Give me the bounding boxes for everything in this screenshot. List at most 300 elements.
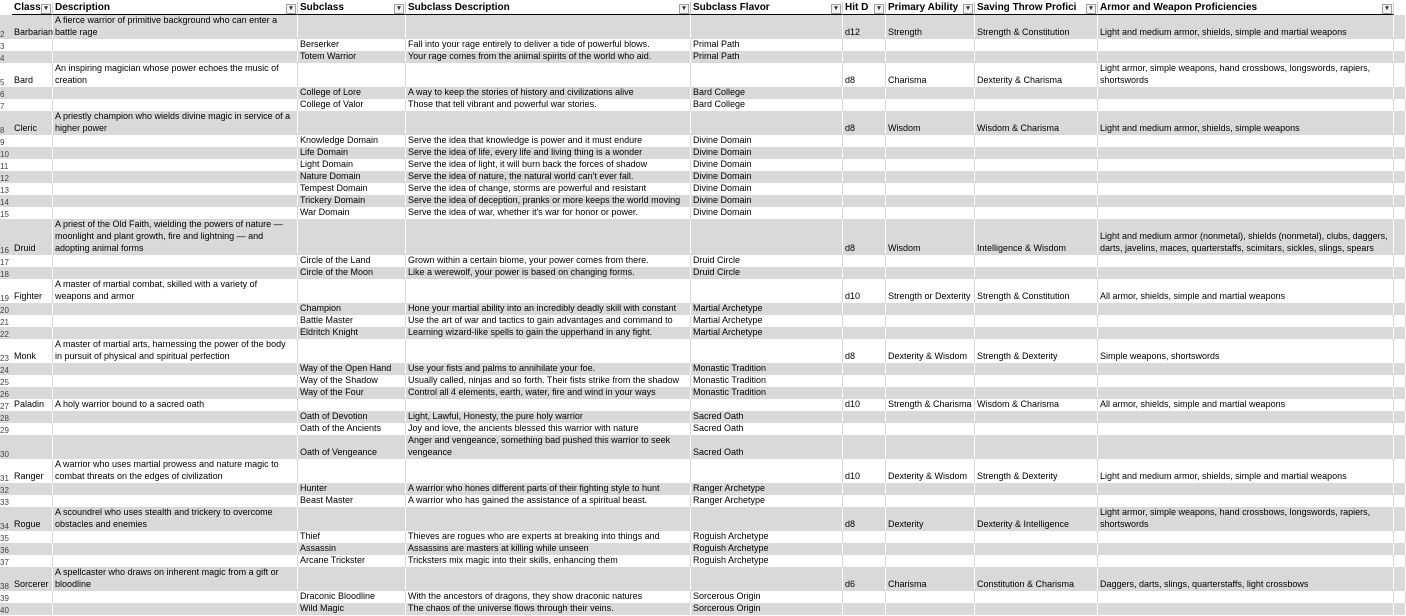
subclass-description-cell[interactable] (406, 111, 691, 135)
hit-die-cell[interactable]: d8 (843, 111, 886, 135)
saving-throw-cell[interactable] (975, 531, 1098, 543)
subclass-flavor-cell[interactable]: Monastic Tradition (691, 363, 843, 375)
subclass-description-cell[interactable] (406, 339, 691, 363)
empty-cell[interactable] (1394, 435, 1406, 459)
subclass-flavor-cell[interactable] (691, 63, 843, 87)
description-cell[interactable] (53, 531, 298, 543)
primary-ability-cell[interactable]: Wisdom (886, 219, 975, 255)
table-row[interactable] (0, 423, 1406, 435)
subclass-cell[interactable]: Way of the Open Hand (298, 363, 406, 375)
subclass-description-cell[interactable]: Serve the idea of life, every life and living thing is a wonder (406, 147, 691, 159)
armor-weapon-cell[interactable] (1098, 267, 1394, 279)
class-cell[interactable] (12, 315, 53, 327)
primary-ability-cell[interactable]: Wisdom (886, 111, 975, 135)
subclass-description-cell[interactable]: Control all 4 elements, earth, water, fire and wind in your ways (406, 387, 691, 399)
subclass-flavor-cell[interactable]: Bard College (691, 87, 843, 99)
hit-die-cell[interactable] (843, 603, 886, 615)
hit-die-cell[interactable] (843, 159, 886, 171)
subclass-description-cell[interactable]: Your rage comes from the animal spirits of the world who aid. (406, 51, 691, 63)
class-cell[interactable] (12, 435, 53, 459)
class-cell[interactable]: Sorcerer (12, 567, 53, 591)
table-row[interactable] (0, 459, 1406, 483)
saving-throw-cell[interactable] (975, 435, 1098, 459)
subclass-cell[interactable] (298, 15, 406, 39)
armor-weapon-cell[interactable]: Light and medium armor (nonmetal), shields (nonmetal), clubs, daggers, darts, javelins, maces, quarterstaffs, scimitars, sickles, slings, spears (1098, 219, 1394, 255)
subclass-description-cell[interactable]: Grown within a certain biome, your power comes from there. (406, 255, 691, 267)
subclass-description-cell[interactable]: Serve the idea that knowledge is power and it must endure (406, 135, 691, 147)
class-cell[interactable]: Fighter (12, 279, 53, 303)
row-number[interactable]: 35 (0, 534, 9, 543)
row-number[interactable]: 8 (0, 126, 5, 135)
header-subclass-flavor[interactable] (691, 2, 843, 15)
armor-weapon-cell[interactable]: Daggers, darts, slings, quarterstaffs, light crossbows (1098, 567, 1394, 591)
subclass-flavor-cell[interactable]: Martial Archetype (691, 303, 843, 315)
saving-throw-cell[interactable] (975, 555, 1098, 567)
subclass-description-cell[interactable] (406, 567, 691, 591)
class-cell[interactable] (12, 183, 53, 195)
primary-ability-cell[interactable]: Strength & Charisma (886, 399, 975, 411)
subclass-cell[interactable]: Battle Master (298, 315, 406, 327)
empty-cell[interactable] (1394, 387, 1406, 399)
row-number[interactable]: 18 (0, 270, 9, 279)
class-cell[interactable] (12, 423, 53, 435)
table-row[interactable] (0, 219, 1406, 255)
subclass-cell[interactable]: Trickery Domain (298, 195, 406, 207)
filter-dropdown-icon[interactable]: ▾ (1086, 4, 1096, 14)
empty-cell[interactable] (1394, 459, 1406, 483)
saving-throw-cell[interactable] (975, 87, 1098, 99)
primary-ability-cell[interactable]: Charisma (886, 567, 975, 591)
primary-ability-cell[interactable] (886, 159, 975, 171)
primary-ability-cell[interactable]: Dexterity & Wisdom (886, 339, 975, 363)
subclass-cell[interactable]: Hunter (298, 483, 406, 495)
row-number[interactable]: 37 (0, 558, 9, 567)
description-cell[interactable] (53, 159, 298, 171)
class-cell[interactable]: Ranger (12, 459, 53, 483)
filter-dropdown-icon[interactable]: ▾ (1382, 4, 1392, 14)
subclass-flavor-cell[interactable]: Divine Domain (691, 207, 843, 219)
saving-throw-cell[interactable]: Constitution & Charisma (975, 567, 1098, 591)
armor-weapon-cell[interactable] (1098, 423, 1394, 435)
row-number[interactable]: 25 (0, 378, 9, 387)
description-cell[interactable] (53, 603, 298, 615)
empty-cell[interactable] (1394, 507, 1406, 531)
subclass-flavor-cell[interactable]: Sorcerous Origin (691, 603, 843, 615)
class-cell[interactable]: Barbarian (12, 15, 53, 39)
subclass-flavor-cell[interactable] (691, 567, 843, 591)
description-cell[interactable] (53, 435, 298, 459)
subclass-cell[interactable]: Oath of Vengeance (298, 435, 406, 459)
subclass-flavor-cell[interactable]: Divine Domain (691, 159, 843, 171)
hit-die-cell[interactable]: d6 (843, 567, 886, 591)
hit-die-cell[interactable] (843, 255, 886, 267)
saving-throw-cell[interactable]: Strength & Dexterity (975, 459, 1098, 483)
subclass-flavor-cell[interactable] (691, 339, 843, 363)
hit-die-cell[interactable]: d8 (843, 219, 886, 255)
saving-throw-cell[interactable] (975, 375, 1098, 387)
armor-weapon-cell[interactable]: Light and medium armor, shields, simple weapons (1098, 111, 1394, 135)
row-number[interactable]: 15 (0, 210, 9, 219)
armor-weapon-cell[interactable] (1098, 183, 1394, 195)
subclass-description-cell[interactable]: A way to keep the stories of history and civilizations alive (406, 87, 691, 99)
row-number[interactable]: 30 (0, 450, 9, 459)
class-cell[interactable] (12, 51, 53, 63)
subclass-cell[interactable]: Light Domain (298, 159, 406, 171)
class-cell[interactable] (12, 375, 53, 387)
class-cell[interactable] (12, 363, 53, 375)
empty-cell[interactable] (1394, 147, 1406, 159)
filter-dropdown-icon[interactable]: ▾ (41, 4, 51, 14)
subclass-flavor-cell[interactable]: Ranger Archetype (691, 483, 843, 495)
row-number[interactable]: 28 (0, 414, 9, 423)
subclass-cell[interactable]: Circle of the Land (298, 255, 406, 267)
subclass-flavor-cell[interactable] (691, 111, 843, 135)
saving-throw-cell[interactable] (975, 591, 1098, 603)
table-row[interactable] (0, 63, 1406, 87)
empty-cell[interactable] (1394, 315, 1406, 327)
armor-weapon-cell[interactable] (1098, 531, 1394, 543)
armor-weapon-cell[interactable] (1098, 363, 1394, 375)
subclass-description-cell[interactable]: Use your fists and palms to annihilate your foe. (406, 363, 691, 375)
subclass-flavor-cell[interactable]: Druid Circle (691, 267, 843, 279)
hit-die-cell[interactable] (843, 315, 886, 327)
subclass-cell[interactable]: Thief (298, 531, 406, 543)
saving-throw-cell[interactable]: Intelligence & Wisdom (975, 219, 1098, 255)
subclass-description-cell[interactable]: Serve the idea of war, whether it's war for honor or power. (406, 207, 691, 219)
description-cell[interactable] (53, 543, 298, 555)
row-number[interactable]: 24 (0, 366, 9, 375)
primary-ability-cell[interactable] (886, 483, 975, 495)
subclass-description-cell[interactable]: Light, Lawful, Honesty, the pure holy warrior (406, 411, 691, 423)
subclass-description-cell[interactable]: Those that tell vibrant and powerful war stories. (406, 99, 691, 111)
primary-ability-cell[interactable] (886, 375, 975, 387)
description-cell[interactable]: A master of martial arts, harnessing the power of the body in pursuit of physical and spiritual perfection (53, 339, 298, 363)
subclass-description-cell[interactable]: Tricksters mix magic into their skills, enhancing them (406, 555, 691, 567)
row-number[interactable]: 21 (0, 318, 9, 327)
filter-dropdown-icon[interactable]: ▾ (286, 4, 296, 14)
header-armor-weapon[interactable] (1098, 2, 1394, 15)
subclass-flavor-cell[interactable]: Monastic Tradition (691, 387, 843, 399)
armor-weapon-cell[interactable] (1098, 171, 1394, 183)
empty-cell[interactable] (1394, 171, 1406, 183)
subclass-description-cell[interactable]: Use the art of war and tactics to gain advantages and command to (406, 315, 691, 327)
armor-weapon-cell[interactable] (1098, 591, 1394, 603)
primary-ability-cell[interactable]: Dexterity & Wisdom (886, 459, 975, 483)
armor-weapon-cell[interactable]: Light armor, simple weapons, hand crossbows, longswords, rapiers, shortswords (1098, 507, 1394, 531)
armor-weapon-cell[interactable] (1098, 603, 1394, 615)
row-number[interactable]: 20 (0, 306, 9, 315)
subclass-description-cell[interactable]: Serve the idea of change, storms are powerful and resistant (406, 183, 691, 195)
hit-die-cell[interactable] (843, 363, 886, 375)
description-cell[interactable]: A spellcaster who draws on inherent magic from a gift or bloodline (53, 567, 298, 591)
row-number[interactable]: 16 (0, 246, 9, 255)
table-row[interactable] (0, 435, 1406, 459)
subclass-description-cell[interactable]: Serve the idea of light, it will burn back the forces of shadow (406, 159, 691, 171)
row-number[interactable]: 14 (0, 198, 9, 207)
hit-die-cell[interactable] (843, 147, 886, 159)
description-cell[interactable] (53, 483, 298, 495)
empty-cell[interactable] (1394, 15, 1406, 39)
header-primary-ability[interactable] (886, 2, 975, 15)
subclass-flavor-cell[interactable] (691, 219, 843, 255)
hit-die-cell[interactable] (843, 327, 886, 339)
description-cell[interactable]: A scoundrel who uses stealth and trickery to overcome obstacles and enemies (53, 507, 298, 531)
primary-ability-cell[interactable]: Dexterity (886, 507, 975, 531)
hit-die-cell[interactable] (843, 543, 886, 555)
empty-cell[interactable] (1394, 87, 1406, 99)
subclass-flavor-cell[interactable]: Roguish Archetype (691, 531, 843, 543)
description-cell[interactable]: A priest of the Old Faith, wielding the powers of nature — moonlight and plant growth, fire and lightning — and adopting animal forms (53, 219, 298, 255)
class-cell[interactable] (12, 267, 53, 279)
empty-cell[interactable] (1394, 483, 1406, 495)
row-number[interactable]: 31 (0, 474, 9, 483)
subclass-cell[interactable] (298, 219, 406, 255)
subclass-cell[interactable]: Assassin (298, 543, 406, 555)
subclass-description-cell[interactable] (406, 279, 691, 303)
hit-die-cell[interactable] (843, 135, 886, 147)
class-cell[interactable] (12, 99, 53, 111)
description-cell[interactable]: A priestly champion who wields divine magic in service of a higher power (53, 111, 298, 135)
table-row[interactable] (0, 339, 1406, 363)
header-subclass-description[interactable] (406, 2, 691, 15)
empty-cell[interactable] (1394, 339, 1406, 363)
hit-die-cell[interactable] (843, 591, 886, 603)
row-number[interactable]: 34 (0, 522, 9, 531)
empty-cell[interactable] (1394, 303, 1406, 315)
primary-ability-cell[interactable] (886, 543, 975, 555)
saving-throw-cell[interactable] (975, 195, 1098, 207)
subclass-description-cell[interactable] (406, 459, 691, 483)
armor-weapon-cell[interactable] (1098, 255, 1394, 267)
class-cell[interactable] (12, 531, 53, 543)
empty-cell[interactable] (1394, 555, 1406, 567)
armor-weapon-cell[interactable] (1098, 303, 1394, 315)
table-row[interactable] (0, 567, 1406, 591)
subclass-flavor-cell[interactable] (691, 15, 843, 39)
saving-throw-cell[interactable] (975, 267, 1098, 279)
hit-die-cell[interactable]: d10 (843, 399, 886, 411)
description-cell[interactable] (53, 363, 298, 375)
primary-ability-cell[interactable] (886, 195, 975, 207)
class-cell[interactable]: Paladin (12, 399, 53, 411)
description-cell[interactable] (53, 303, 298, 315)
row-number[interactable]: 33 (0, 498, 9, 507)
saving-throw-cell[interactable]: Dexterity & Intelligence (975, 507, 1098, 531)
hit-die-cell[interactable]: d8 (843, 63, 886, 87)
subclass-flavor-cell[interactable]: Monastic Tradition (691, 375, 843, 387)
primary-ability-cell[interactable] (886, 435, 975, 459)
subclass-cell[interactable]: Oath of Devotion (298, 411, 406, 423)
row-number[interactable]: 5 (0, 78, 5, 87)
table-row[interactable] (0, 603, 1406, 615)
class-cell[interactable] (12, 303, 53, 315)
subclass-cell[interactable]: College of Lore (298, 87, 406, 99)
armor-weapon-cell[interactable] (1098, 375, 1394, 387)
empty-cell[interactable] (1394, 51, 1406, 63)
subclass-flavor-cell[interactable]: Divine Domain (691, 147, 843, 159)
description-cell[interactable] (53, 195, 298, 207)
row-number[interactable]: 3 (0, 42, 5, 51)
primary-ability-cell[interactable] (886, 183, 975, 195)
primary-ability-cell[interactable] (886, 135, 975, 147)
empty-cell[interactable] (1394, 267, 1406, 279)
empty-cell[interactable] (1394, 195, 1406, 207)
primary-ability-cell[interactable]: Strength (886, 15, 975, 39)
class-cell[interactable] (12, 555, 53, 567)
subclass-cell[interactable]: Arcane Trickster (298, 555, 406, 567)
header-hit-die[interactable] (843, 2, 886, 15)
description-cell[interactable] (53, 423, 298, 435)
saving-throw-cell[interactable] (975, 303, 1098, 315)
primary-ability-cell[interactable]: Strength or Dexterity (886, 279, 975, 303)
subclass-description-cell[interactable]: A warrior who has gained the assistance of a spiritual beast. (406, 495, 691, 507)
empty-cell[interactable] (1394, 207, 1406, 219)
subclass-description-cell[interactable]: Assassins are masters at killing while unseen (406, 543, 691, 555)
subclass-flavor-cell[interactable]: Sacred Oath (691, 435, 843, 459)
empty-cell[interactable] (1394, 159, 1406, 171)
subclass-flavor-cell[interactable]: Primal Path (691, 39, 843, 51)
description-cell[interactable] (53, 135, 298, 147)
primary-ability-cell[interactable] (886, 99, 975, 111)
subclass-flavor-cell[interactable]: Sacred Oath (691, 411, 843, 423)
empty-cell[interactable] (1394, 375, 1406, 387)
primary-ability-cell[interactable] (886, 255, 975, 267)
saving-throw-cell[interactable] (975, 483, 1098, 495)
hit-die-cell[interactable] (843, 267, 886, 279)
empty-cell[interactable] (1394, 363, 1406, 375)
saving-throw-cell[interactable] (975, 315, 1098, 327)
empty-cell[interactable] (1394, 279, 1406, 303)
class-cell[interactable] (12, 171, 53, 183)
subclass-description-cell[interactable]: The chaos of the universe flows through their veins. (406, 603, 691, 615)
hit-die-cell[interactable] (843, 99, 886, 111)
armor-weapon-cell[interactable] (1098, 435, 1394, 459)
hit-die-cell[interactable] (843, 303, 886, 315)
table-row[interactable] (0, 279, 1406, 303)
empty-cell[interactable] (1394, 183, 1406, 195)
primary-ability-cell[interactable] (886, 363, 975, 375)
description-cell[interactable] (53, 591, 298, 603)
hit-die-cell[interactable] (843, 531, 886, 543)
subclass-flavor-cell[interactable] (691, 279, 843, 303)
primary-ability-cell[interactable] (886, 147, 975, 159)
saving-throw-cell[interactable] (975, 39, 1098, 51)
hit-die-cell[interactable]: d10 (843, 279, 886, 303)
primary-ability-cell[interactable] (886, 423, 975, 435)
filter-dropdown-icon[interactable]: ▾ (831, 4, 841, 14)
subclass-cell[interactable]: Nature Domain (298, 171, 406, 183)
row-number[interactable]: 29 (0, 426, 9, 435)
subclass-description-cell[interactable] (406, 219, 691, 255)
class-cell[interactable] (12, 543, 53, 555)
subclass-flavor-cell[interactable]: Divine Domain (691, 195, 843, 207)
subclass-description-cell[interactable]: Fall into your rage entirely to deliver a tide of powerful blows. (406, 39, 691, 51)
row-number[interactable]: 26 (0, 390, 9, 399)
class-cell[interactable] (12, 411, 53, 423)
subclass-flavor-cell[interactable]: Divine Domain (691, 135, 843, 147)
subclass-cell[interactable] (298, 567, 406, 591)
subclass-flavor-cell[interactable]: Primal Path (691, 51, 843, 63)
primary-ability-cell[interactable] (886, 267, 975, 279)
class-cell[interactable] (12, 495, 53, 507)
saving-throw-cell[interactable] (975, 135, 1098, 147)
row-number[interactable]: 12 (0, 174, 9, 183)
saving-throw-cell[interactable] (975, 255, 1098, 267)
primary-ability-cell[interactable] (886, 315, 975, 327)
saving-throw-cell[interactable] (975, 207, 1098, 219)
subclass-flavor-cell[interactable] (691, 507, 843, 531)
saving-throw-cell[interactable]: Strength & Constitution (975, 15, 1098, 39)
armor-weapon-cell[interactable] (1098, 159, 1394, 171)
saving-throw-cell[interactable] (975, 183, 1098, 195)
primary-ability-cell[interactable] (886, 495, 975, 507)
class-cell[interactable] (12, 87, 53, 99)
primary-ability-cell[interactable] (886, 51, 975, 63)
subclass-description-cell[interactable] (406, 63, 691, 87)
row-number[interactable]: 2 (0, 30, 5, 39)
subclass-description-cell[interactable]: With the ancestors of dragons, they show draconic natures (406, 591, 691, 603)
description-cell[interactable] (53, 39, 298, 51)
primary-ability-cell[interactable] (886, 591, 975, 603)
empty-cell[interactable] (1394, 99, 1406, 111)
saving-throw-cell[interactable] (975, 495, 1098, 507)
class-cell[interactable]: Druid (12, 219, 53, 255)
armor-weapon-cell[interactable] (1098, 87, 1394, 99)
class-cell[interactable] (12, 195, 53, 207)
class-cell[interactable] (12, 255, 53, 267)
saving-throw-cell[interactable] (975, 411, 1098, 423)
hit-die-cell[interactable] (843, 87, 886, 99)
row-number[interactable]: 32 (0, 486, 9, 495)
subclass-cell[interactable]: Beast Master (298, 495, 406, 507)
description-cell[interactable] (53, 87, 298, 99)
hit-die-cell[interactable] (843, 555, 886, 567)
row-number[interactable]: 10 (0, 150, 9, 159)
empty-cell[interactable] (1394, 603, 1406, 615)
saving-throw-cell[interactable]: Dexterity & Charisma (975, 63, 1098, 87)
armor-weapon-cell[interactable]: Light armor, simple weapons, hand crossbows, longswords, rapiers, shortswords (1098, 63, 1394, 87)
description-cell[interactable]: An inspiring magician whose power echoes the music of creation (53, 63, 298, 87)
header-subclass[interactable] (298, 2, 406, 15)
armor-weapon-cell[interactable]: Simple weapons, shortswords (1098, 339, 1394, 363)
filter-dropdown-icon[interactable]: ▾ (394, 4, 404, 14)
empty-cell[interactable] (1394, 399, 1406, 411)
subclass-description-cell[interactable]: Usually called, ninjas and so forth. Their fists strike from the shadow (406, 375, 691, 387)
subclass-flavor-cell[interactable]: Martial Archetype (691, 327, 843, 339)
description-cell[interactable]: A fierce warrior of primitive background who can enter a battle rage (53, 15, 298, 39)
subclass-flavor-cell[interactable]: Sorcerous Origin (691, 591, 843, 603)
saving-throw-cell[interactable] (975, 363, 1098, 375)
subclass-description-cell[interactable]: Anger and vengeance, something bad pushed this warrior to seek vengeance (406, 435, 691, 459)
armor-weapon-cell[interactable] (1098, 543, 1394, 555)
empty-cell[interactable] (1394, 39, 1406, 51)
subclass-description-cell[interactable]: Hone your martial ability into an incredibly deadly skill with constant (406, 303, 691, 315)
subclass-cell[interactable]: Life Domain (298, 147, 406, 159)
empty-cell[interactable] (1394, 219, 1406, 255)
subclass-cell[interactable]: Wild Magic (298, 603, 406, 615)
hit-die-cell[interactable]: d12 (843, 15, 886, 39)
subclass-description-cell[interactable] (406, 507, 691, 531)
table-row[interactable] (0, 507, 1406, 531)
hit-die-cell[interactable] (843, 183, 886, 195)
class-cell[interactable] (12, 39, 53, 51)
subclass-cell[interactable]: Tempest Domain (298, 183, 406, 195)
subclass-description-cell[interactable]: A warrior who hones different parts of their fighting style to hunt (406, 483, 691, 495)
empty-cell[interactable] (1394, 63, 1406, 87)
hit-die-cell[interactable]: d8 (843, 339, 886, 363)
subclass-description-cell[interactable]: Serve the idea of nature, the natural world can't ever fall. (406, 171, 691, 183)
row-number[interactable]: 11 (0, 162, 9, 171)
